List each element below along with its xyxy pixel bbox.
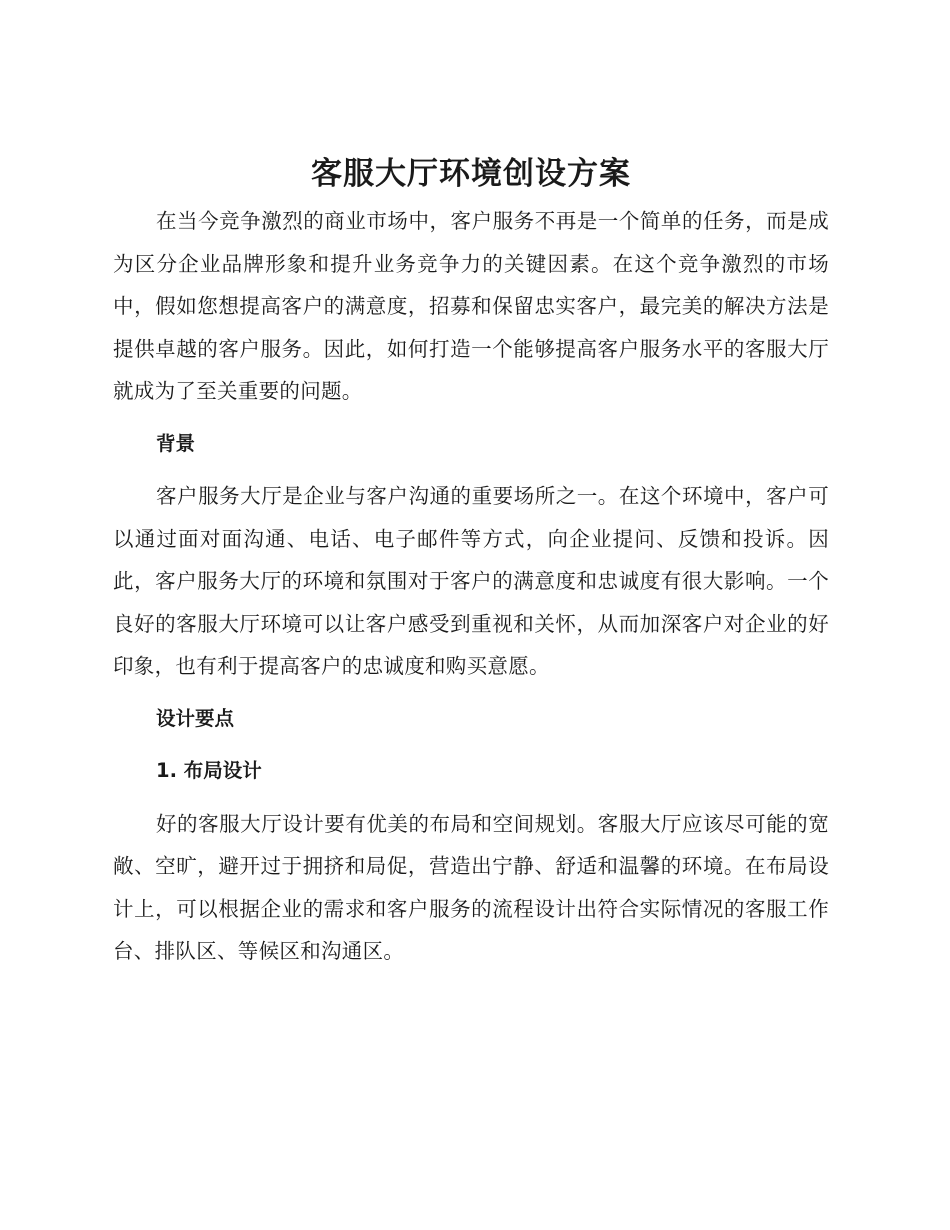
intro-paragraph: 在当今竞争激烈的商业市场中，客户服务不再是一个简单的任务，而是成为区分企业品牌形象和提升业务竞争力的关键因素。在这个竞争激烈的市场中，假如您想提高客户的满意度，招募和保留忠实客户，最完美的解决方法是提供卓越的客户服务。因此，如何打造一个能够提高客户服务水平的客服大厅就成为了至关重要的问题。 [113,209,829,403]
section-heading-background: 背景 [156,431,196,455]
layout-design-paragraph: 好的客服大厅设计要有优美的布局和空间规划。客服大厅应该尽可能的宽敞、空旷，避开过于拥挤和局促，营造出宁静、舒适和温馨的环境。在布局设计上，可以根据企业的需求和客户服务的流程设计出符合实际情况的客服工作台、排队区、等候区和沟通区。 [113,811,829,963]
background-paragraph: 客户服务大厅是企业与客户沟通的重要场所之一。在这个环境中，客户可以通过面对面沟通、电话、电子邮件等方式，向企业提问、反馈和投诉。因此，客户服务大厅的环境和氛围对于客户的满意度和忠诚度有很大影响。一个良好的客服大厅环境可以让客户感受到重视和关怀，从而加深客户对企业的好印象，也有利于提高客户的忠诚度和购买意愿。 [113,484,829,678]
subheading-layout-design: 1. 布局设计 [156,759,262,782]
section-heading-design-points: 设计要点 [156,706,235,730]
document-body [113,148,829,973]
document-title: 客服大厅环境创设方案 [311,156,631,192]
